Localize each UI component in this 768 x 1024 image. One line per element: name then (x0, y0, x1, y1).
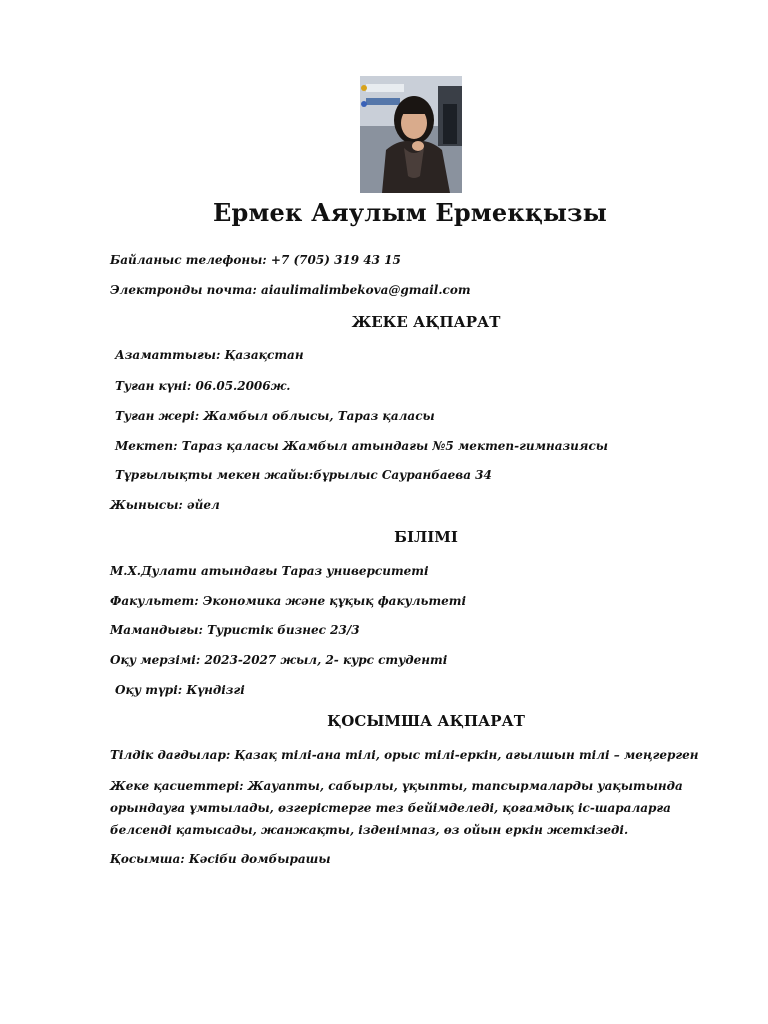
personal-qualities-paragraph: Жеке қасиеттері: Жауапты, сабырлы, ұқыпты, тапсырмаларды уақытында орындауға ұмтылады, өзгерістерге тез бейімделеді, қоғамдық іс-шараларға белсенді қатысады, жанжақты, ізденімпаз, өз ойын еркін жеткізеді. (110, 779, 683, 837)
specialty-line: Мамандығы: Туристік бизнес 23/3 (110, 623, 360, 637)
birth-date-line: Туған күні: 06.05.2006ж. (115, 379, 291, 393)
extra-line: Қосымша: Кәсіби домбырашы (110, 852, 331, 866)
languages-line: Тілдік дағдылар: Қазақ тілі-ана тілі, орыс тілі-еркін, ағылшын тілі – меңгерген (110, 748, 699, 762)
additional-info-heading: ҚОСЫМША АҚПАРАТ (327, 712, 525, 730)
person-name: Ермек Аяулым Ермекқызы (213, 198, 607, 227)
study-form-line: Оқу түрі: Күндізгі (115, 683, 245, 697)
email-line: Электронды почта: aiaulimalimbekova@gmail.com (110, 283, 471, 297)
study-period-line: Оқу мерзімі: 2023-2027 жыл, 2- курс студенті (110, 653, 448, 667)
gender-line: Жынысы: әйел (110, 498, 220, 512)
phone-line: Байланыс телефоны: +7 (705) 319 43 15 (110, 253, 401, 267)
faculty-line: Факультет: Экономика және құқық факультеті (110, 594, 467, 608)
education-heading: БІЛІМІ (394, 528, 458, 546)
birth-place-line: Туған жері: Жамбыл облысы, Тараз қаласы (115, 409, 435, 423)
school-line: Мектеп: Тараз қаласы Жамбыл атындағы №5 мектеп-гимназиясы (115, 439, 608, 453)
address-line: Тұрғылықты мекен жайы:бұрылыс Сауранбаева 34 (115, 468, 492, 482)
profile-photo (360, 76, 462, 193)
person-portrait-icon (360, 76, 462, 193)
personal-info-heading: ЖЕКЕ АҚПАРАТ (351, 313, 501, 331)
citizenship-line: Азаматтығы: Қазақстан (115, 348, 304, 362)
university-line: М.Х.Дулати атындағы Тараз университеті (110, 564, 429, 578)
